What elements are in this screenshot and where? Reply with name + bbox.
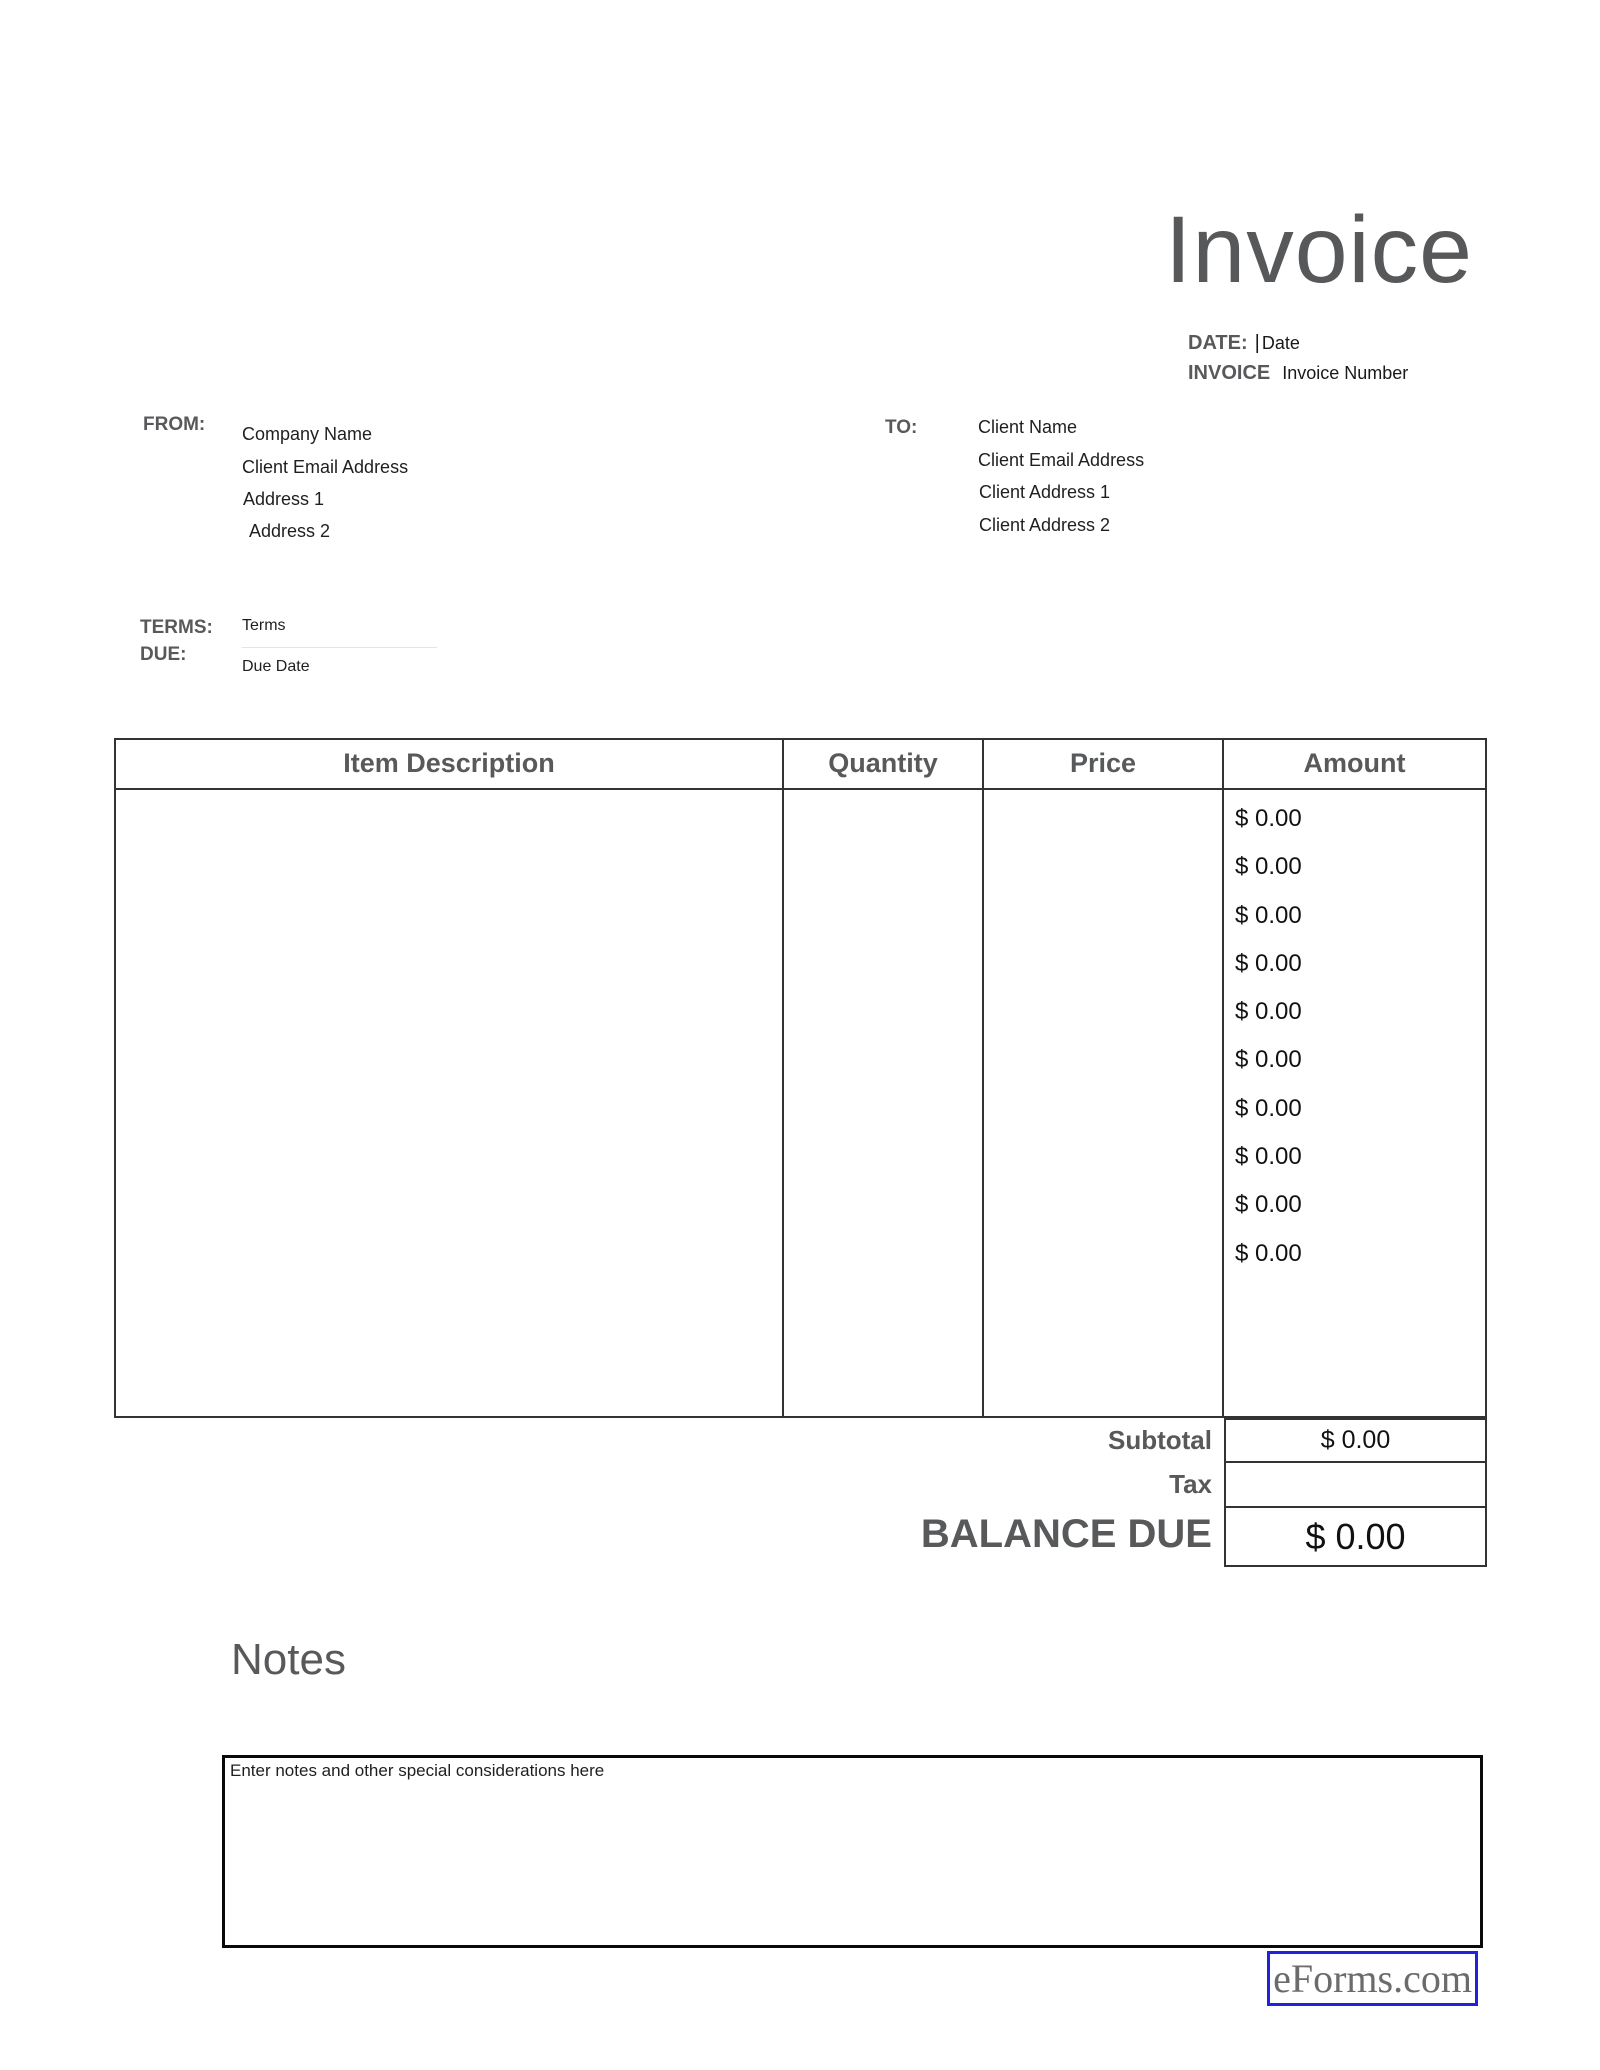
balance-due-value-box — [1224, 1506, 1487, 1567]
item-description-cell[interactable] — [116, 790, 782, 1416]
amount-value: $ 0.00 — [1235, 1046, 1302, 1074]
date-cursor: | — [1254, 332, 1260, 354]
page-title: Invoice — [1164, 197, 1473, 303]
subtotal-label: Subtotal — [1108, 1425, 1212, 1455]
notes-heading: Notes — [231, 1635, 346, 1684]
date-row — [1188, 332, 1300, 355]
due-label: DUE: — [140, 644, 187, 665]
amount-cell — [1222, 790, 1485, 1416]
subtotal-value-box — [1224, 1418, 1487, 1463]
invoice-number-row — [1188, 362, 1408, 385]
amount-value: $ 0.00 — [1235, 853, 1302, 881]
from-company-name-field[interactable]: Company Name — [242, 424, 373, 444]
table-body-row — [116, 790, 1485, 1416]
col-header-item-description: Item Description — [343, 748, 555, 778]
quantity-cell[interactable] — [782, 790, 982, 1416]
eforms-logo[interactable] — [1267, 1951, 1478, 2006]
balance-due-label: BALANCE DUE — [920, 1512, 1212, 1556]
notes-textarea[interactable] — [222, 1755, 1483, 1948]
to-label: TO: — [885, 417, 918, 438]
notes-placeholder: Enter notes and other special considerations here — [230, 1761, 605, 1780]
balance-due-value: $ 0.00 — [1305, 1516, 1406, 1557]
to-client-name-field[interactable]: Client Name — [978, 417, 1078, 437]
to-email-field[interactable]: Client Email Address — [978, 450, 1145, 470]
amount-value: $ 0.00 — [1235, 901, 1302, 929]
from-address1-field[interactable]: Address 1 — [243, 489, 325, 509]
from-address2-field[interactable]: Address 2 — [249, 521, 331, 541]
amount-value: $ 0.00 — [1235, 1239, 1302, 1267]
subtotal-value: $ 0.00 — [1320, 1426, 1391, 1454]
amount-value: $ 0.00 — [1235, 805, 1302, 832]
col-header-price: Price — [982, 740, 1222, 788]
amount-value: $ 0.00 — [1235, 1191, 1302, 1219]
amount-value: $ 0.00 — [1235, 949, 1302, 977]
tax-label: Tax — [1169, 1469, 1212, 1499]
date-field[interactable]: Date — [1261, 333, 1300, 353]
amount-value: $ 0.00 — [1235, 998, 1302, 1026]
from-label: FROM: — [143, 414, 206, 435]
table-header-row — [116, 740, 1485, 790]
date-label: DATE: — [1188, 332, 1248, 354]
due-date-field[interactable]: Due Date — [242, 658, 310, 675]
price-cell[interactable] — [982, 790, 1222, 1416]
invoice-number-label: INVOICE — [1188, 362, 1271, 384]
line-items-table — [114, 738, 1487, 1418]
invoice-number-field[interactable]: Invoice Number — [1282, 363, 1409, 383]
terms-label: TERMS: — [140, 617, 213, 638]
from-email-field[interactable]: Client Email Address — [242, 457, 409, 477]
to-address2-field[interactable]: Client Address 2 — [979, 515, 1111, 535]
eforms-logo-text: eForms.com — [1273, 1955, 1472, 2001]
amount-value: $ 0.00 — [1235, 1094, 1302, 1122]
col-header-quantity: Quantity — [782, 740, 982, 788]
amount-value: $ 0.00 — [1235, 1143, 1302, 1171]
terms-field[interactable]: Terms — [242, 617, 286, 634]
to-address1-field[interactable]: Client Address 1 — [979, 482, 1111, 502]
tax-value-field[interactable] — [1224, 1461, 1487, 1508]
col-header-amount: Amount — [1222, 740, 1485, 788]
terms-underline — [242, 647, 437, 648]
